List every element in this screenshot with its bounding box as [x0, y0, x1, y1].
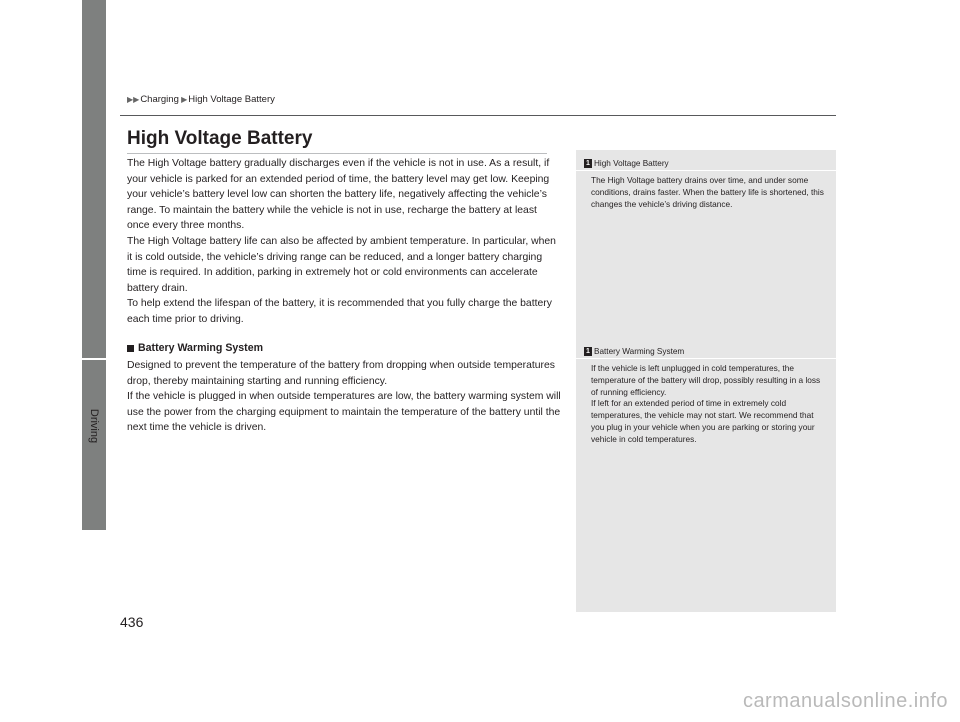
notes-sidebar — [576, 150, 836, 612]
note-battery-warming-system — [576, 344, 836, 446]
note-header — [576, 156, 836, 170]
breadcrumb-item-charging[interactable]: Charging — [140, 94, 179, 105]
note-title: Battery Warming System — [594, 346, 685, 356]
intro-text — [127, 156, 561, 328]
chapter-tab-label: Driving — [87, 408, 100, 444]
breadcrumb — [127, 94, 275, 105]
note-paragraph: The High Voltage battery drains over time, and under some conditions, drains faster. When the battery life is shortened, this changes the vehicle’s driving distance. — [591, 175, 824, 209]
section-paragraph: Designed to prevent the temperature of the battery from dropping when outside temperatures drop, thereby maintaining starting and running efficiency. — [127, 360, 555, 387]
breadcrumb-arrow-icon: ▶ — [178, 95, 188, 104]
page-number: 436 — [120, 614, 144, 630]
note-paragraph: If left for an extended period of time in extremely cold temperatures, the vehicle may not start. We recommend that you plug in your vehicle when you are parking or storing your vehicle in cold temperatures. — [591, 398, 815, 444]
section-text — [127, 358, 561, 436]
section-heading — [127, 342, 263, 354]
note-paragraph: If the vehicle is left unplugged in cold temperatures, the temperature of the battery will drop, possibly resulting in a loss of running efficiency. — [591, 363, 821, 397]
section-paragraph: If the vehicle is plugged in when outside temperatures are low, the battery warming system will use the power from the charging equipment to maintain the temperature of the battery until the next time the vehicle is driven. — [127, 391, 561, 434]
watermark: carmanualsonline.info — [742, 690, 948, 712]
note-body — [576, 359, 836, 446]
note-high-voltage-battery — [576, 156, 836, 210]
page-title: High Voltage Battery — [127, 128, 313, 149]
breadcrumb-item-current: High Voltage Battery — [188, 94, 275, 105]
chapter-tab-top — [82, 0, 106, 358]
intro-paragraph: The High Voltage battery gradually discharges even if the vehicle is not in use. As a result, if your vehicle is parked for an extended period of time, the battery level may get low. Keeping your vehicle’s battery level low can shorten the battery life, negatively affecting the vehicle’s range. To maintain the battery while the vehicle is not in use, recharge the battery at least once every three months. — [127, 158, 550, 232]
section-heading-text: Battery Warming System — [138, 342, 264, 354]
intro-paragraph: The High Voltage battery life can also be affected by ambient temperature. In particular, when it is cold outside, the vehicle’s driving range can be reduced, and a longer battery charging time is required. In addition, parking in extremely hot or cold environments can accelerate battery drain. — [127, 235, 556, 294]
title-rule — [127, 153, 547, 154]
header-rule — [120, 115, 836, 116]
breadcrumb-arrow-icon: ▶▶ — [127, 95, 140, 104]
intro-paragraph: To help extend the lifespan of the battery, it is recommended that you fully charge the battery each time prior to driving. — [127, 298, 552, 325]
note-title: High Voltage Battery — [594, 158, 669, 168]
square-bullet-icon — [127, 345, 134, 352]
reference-icon: 1 — [584, 347, 592, 356]
note-header — [576, 344, 836, 358]
reference-icon: 1 — [584, 159, 592, 168]
note-body — [576, 171, 836, 210]
